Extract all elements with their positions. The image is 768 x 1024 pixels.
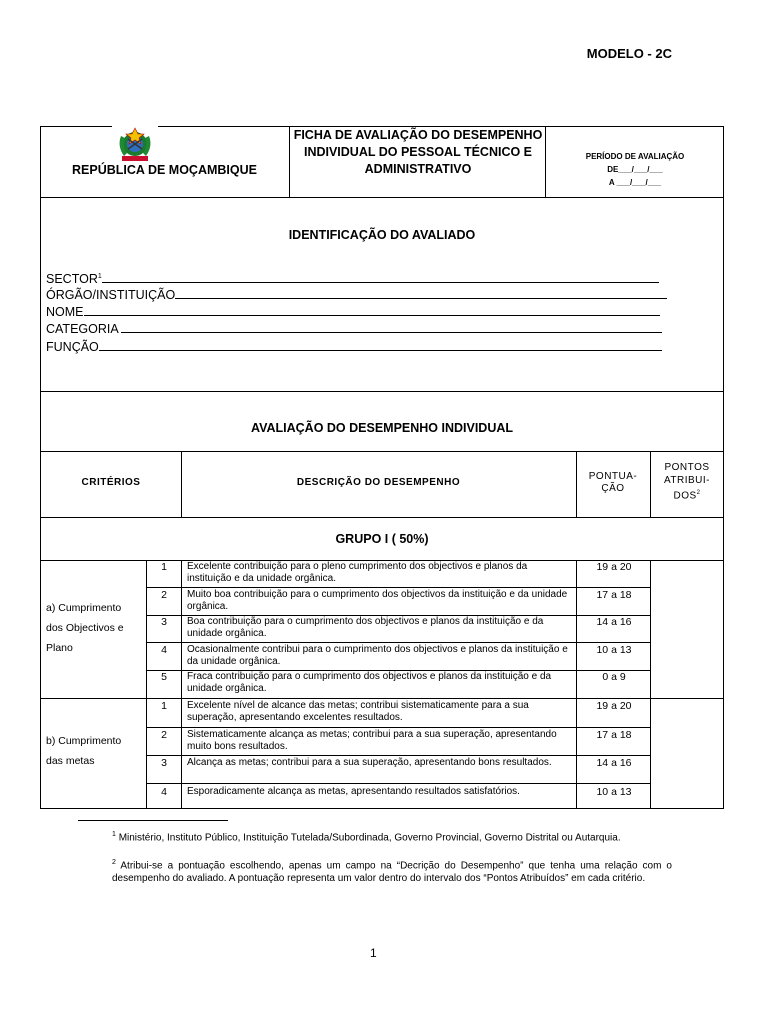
row-score-range: 10 a 13 (596, 786, 632, 798)
row-description[interactable]: Fraca contribuição para o cumprimento dos objectivos e planos da instituição e da unidade orgânica. (187, 671, 552, 694)
republic-name: REPÚBLICA DE MOÇAMBIQUE (72, 163, 257, 177)
row-description[interactable]: Esporadicamente alcança as metas, apresentando resultados satisfatórios. (187, 786, 520, 797)
form-title: FICHA DE AVALIAÇÃO DO DESEMPENHO INDIVIDUAL DO PESSOAL TÉCNICO E ADMINISTRATIVO (293, 128, 543, 176)
row-description[interactable]: Excelente contribuição para o pleno cumprimento dos objectivos e planos da instituição e da unidade orgânica. (187, 561, 528, 584)
row-number: 5 (161, 671, 167, 683)
field-categoria[interactable]: CATEGORIA (46, 320, 662, 338)
col-pontuacao: PONTUA- ÇÃO (588, 471, 638, 494)
row-number: 4 (161, 786, 167, 798)
model-code: MODELO - 2C (586, 46, 672, 61)
field-funcao[interactable]: FUNÇÃO (46, 338, 662, 356)
group-title: GRUPO I ( 50%) (335, 532, 429, 546)
identification-title: IDENTIFICAÇÃO DO AVALIADO (288, 228, 476, 242)
row-description[interactable]: Alcança as metas; contribui para a sua superação, apresentando bons resultados. (187, 757, 552, 768)
row-description[interactable]: Boa contribuição para o cumprimento dos objectivos e planos da instituição e da unidade orgânica. (187, 616, 544, 639)
mozambique-coat-of-arms-icon (112, 122, 158, 164)
col-criterios: CRITÉRIOS (81, 477, 141, 488)
evaluation-period: PERÍODO DE AVALIAÇÃO DE___/___/___ A ___/___/___ (585, 152, 685, 187)
row-score-range: 10 a 13 (596, 644, 632, 656)
row-score-range: 14 a 16 (596, 757, 632, 769)
row-number: 2 (161, 729, 167, 741)
row-number: 1 (161, 700, 167, 712)
row-score-range: 19 a 20 (596, 561, 632, 573)
field-nome[interactable]: NOME (46, 303, 660, 321)
row-score-range: 19 a 20 (596, 700, 632, 712)
row-number: 1 (161, 561, 167, 573)
criterion-a-label: a) Cumprimento dos Objectivos e Plano (46, 602, 124, 654)
field-sector[interactable]: SECTOR$^1$ (46, 268, 659, 288)
row-score-range: 17 a 18 (596, 729, 632, 741)
row-score-range: 17 a 18 (596, 589, 632, 601)
row-description[interactable]: Ocasionalmente contribui para o cumprimento dos objectivos e planos da instituição e da unidade orgânica. (187, 644, 568, 667)
row-number: 3 (161, 616, 167, 628)
row-number: 3 (161, 757, 167, 769)
row-score-range: 14 a 16 (596, 616, 632, 628)
criterion-b-label: b) Cumprimento das metas (46, 735, 122, 767)
evaluation-title: AVALIAÇÃO DO DESEMPENHO INDIVIDUAL (250, 421, 514, 435)
row-description[interactable]: Excelente nível de alcance das metas; contribui sistematicamente para a sua superação, apresentando excelentes resultados. (187, 700, 529, 723)
footnote-separator (78, 820, 228, 821)
footnote-2: $^2$ Atribui-se a pontuação escolhendo, apenas um campo na “Decrição do Desempenho” que tenha uma relação com o desempenho do avaliado. A pontuação representa um valor dentro do intervalo dos “Pontos Atribuídos” em cada critério. (112, 859, 672, 885)
row-number: 2 (161, 589, 167, 601)
col-pontos: PONTOS ATRIBUI- DOS$^2$ (663, 462, 711, 502)
field-orgao[interactable]: ÓRGÃO/INSTITUIÇÃO (46, 286, 667, 304)
col-descricao: DESCRIÇÃO DO DESEMPENHO (296, 477, 461, 488)
row-description[interactable]: Sistematicamente alcança as metas; contribui para a sua superação, apresentando muito bons resultados. (187, 729, 557, 752)
row-description[interactable]: Muito boa contribuição para o cumprimento dos objectivos da instituição e da unidade orgânica. (187, 589, 568, 612)
row-score-range: 0 a 9 (602, 671, 626, 683)
row-number: 4 (161, 644, 167, 656)
page-number: 1 (370, 946, 377, 960)
footnote-1: $^1$ Ministério, Instituto Público, Instituição Tutelada/Subordinada, Governo Provincial, Governo Distrital ou Autarquia. (112, 831, 621, 844)
